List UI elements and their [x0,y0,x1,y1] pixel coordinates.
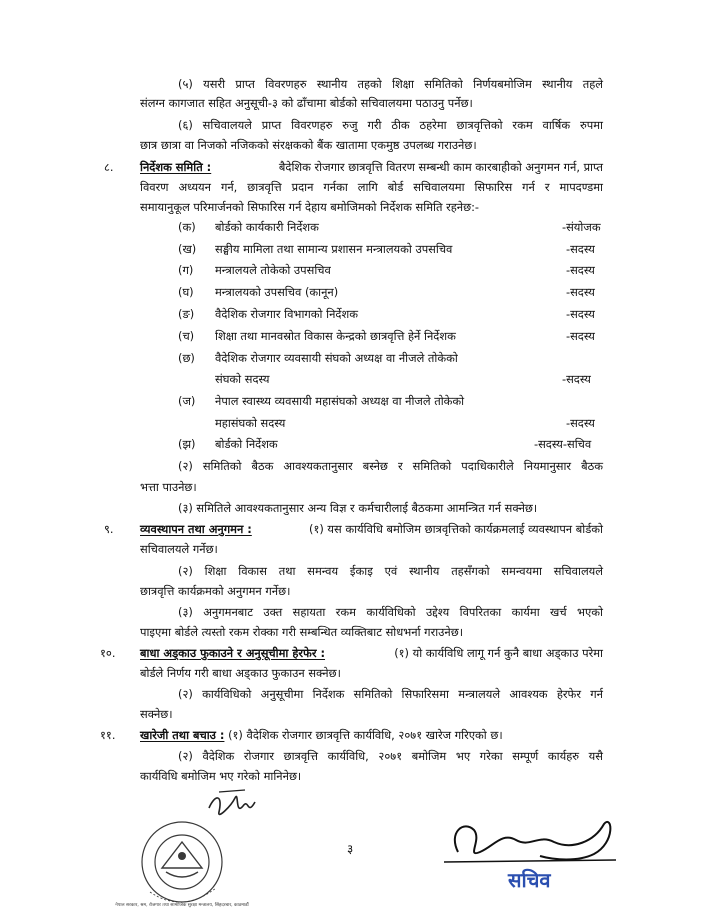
section-8-line1 [140,162,603,173]
member-role: -सदस्य [562,372,591,386]
member-name: शिक्षा तथा मानवस्रोत विकास केन्द्रको छात्रवृत्ति हेर्ने निर्देशक [215,329,456,343]
member-mark: (ग) [178,263,194,277]
member-name-cont: महासंघको सदस्य [215,416,286,430]
section-10-p1-text: (१) यो कार्यविधि लागू गर्न कुनै बाधा अड्काउ परेमा [394,646,603,660]
section-8-p2-line1: (२) समितिको बैठक आवश्यकतानुसार बस्नेछ र समितिको पदाधिकारीले नियमानुसार बैठक [178,459,603,473]
section-10-number: १०. [100,646,116,660]
section-9-p2-line2: छात्रवृत्ति कार्यक्रमको अनुगमन गर्नेछ। [140,584,291,598]
member-role: -सदस्य [566,285,595,299]
member-role: -संयोजक [562,220,601,234]
member-role: -सदस्य [566,307,595,321]
section-9-p3-line2: पाइएमा बोर्डले त्यस्तो रकम रोक्का गरी सम्बन्धित व्यक्तिबाट सोधभर्ना गराउनेछ। [140,625,464,639]
section-8-number: ८. [104,160,114,174]
section-10-p2-line2: सक्नेछ। [140,707,173,721]
section-11-heading: खारेजी तथा बचाउ : [140,728,225,742]
section-11-p1-text: (१) वैदेशिक रोजगार छात्रवृत्ति कार्यविधि, २०७१ खारेज गरिएको छ। [228,728,503,742]
member-role: -सदस्य [566,242,595,256]
member-name: बोर्डको कार्यकारी निर्देशक [215,220,319,234]
s7-p6-line2: छात्र छात्रा वा निजको नजिकको संरक्षकको बैंक खातामा एकमुष्ठ उपलब्ध गराउनेछ। [140,138,477,152]
member-mark: (छ) [178,351,195,365]
section-9-p3-line1: (३) अनुगमनबाट उक्त सहायता रकम कार्यविधिको उद्देश्य विपरितका कार्यमा खर्च भएको [178,605,603,619]
section-10-line1 [140,648,603,659]
member-role: -सदस्य-सचिव [534,437,592,451]
member-mark: (ज) [178,394,196,408]
section-8-line3: समायानुकूल परिमार्जनको सिफारिस गर्न देहाय बमोजिमको निर्देशक समिति रहनेछ:- [140,200,480,214]
s7-p5-line2: संलग्न कागजात सहित अनुसूची-३ को ढाँचामा बोर्डको सचिवालयमा पठाउनु पर्नेछ। [140,96,473,110]
section-9-number: ९. [104,522,114,536]
member-mark: (च) [178,329,195,343]
section-8-p2-line2: भत्ता पाउनेछ। [140,480,197,494]
member-name: सङ्घीय मामिला तथा सामान्य प्रशासन मन्त्रालयको उपसचिव [215,242,453,256]
section-9-heading: व्यवस्थापन तथा अनुगमन : [140,522,252,536]
section-8-heading: निर्देशक समिति : [140,160,212,174]
member-role: -सदस्य [566,263,595,277]
section-11-p2-line1: (२) वैदेशिक रोजगार छात्रवृत्ति कार्यविधि, २०७१ बमोजिम भए गरेका सम्पूर्ण कार्यहरु यसै [178,749,603,763]
member-role: -सदस्य [566,416,595,430]
member-role: -सदस्य [566,329,595,343]
member-name: मन्त्रालयको उपसचिव (कानून) [215,285,339,299]
section-11-p2-line2: कार्यविधि बमोजिम भए गरेको मानिनेछ। [140,769,302,783]
member-mark: (ख) [178,242,197,256]
government-seal [115,822,249,910]
s7-p6-line1: (६) सचिवालयले प्राप्त विवरणहरु रुजु गरी ठीक ठहरेमा छात्रवृत्तिको रकम वार्षिक रुपमा [178,118,603,132]
member-name: वैदेशिक रोजगार व्यवसायी संघको अध्यक्ष वा नीजले तोकेको [215,351,458,365]
secretary-signature [444,812,624,872]
section-10-p1-line2: बोर्डले निर्णय गरी बाधा अड्काउ फुकाउन सक्नेछ। [140,666,341,680]
member-name: बोर्डको निर्देशक [215,437,278,451]
s7-p5-line1: (५) यसरी प्राप्त विवरणहरु स्थानीय तहको शिक्षा समितिको निर्णयबमोजिम स्थानीय तहले [178,77,603,91]
section-8-line2: विवरण अध्ययन गर्न, छात्रवृत्ति प्रदान गर्नका लागि बोर्ड सचिवालयमा सिफारिस गर्न र मापदण्डमा [140,180,603,194]
section-8-p3: (३) समितिले आवश्यकतानुसार अन्य विज्ञ र कर्मचारीलाई बैठकमा आमन्त्रित गर्न सक्नेछ। [178,501,538,515]
member-name: मन्त्रालयले तोकेको उपसचिव [215,263,331,277]
section-10-p2-line1: (२) कार्यविधिको अनुसूचीमा निर्देशक समितिको सिफारिसमा मन्त्रालयले आवश्यक हेरफेर गर्न [178,687,603,701]
member-name: नेपाल स्वास्थ्य व्यवसायी महासंघको अध्यक्ष वा नीजले तोकेको [215,394,465,408]
section-10-heading: बाधा अड्काउ फुकाउने र अनुसूचीमा हेरफेर : [140,646,326,660]
section-9-p2-line1: (२) शिक्षा विकास तथा समन्वय ईकाइ एवं स्थानीय तहसँगको समन्वयमा सचिवालयले [178,564,603,578]
member-name-cont: संघको सदस्य [215,372,270,386]
member-mark: (ङ) [178,307,195,321]
section-9-line1 [140,524,603,535]
section-11-line1 [140,730,503,741]
initials-signature [205,786,265,826]
member-mark: (क) [178,220,196,234]
seal-text: नेपाल सरकार, श्रम, रोजगार तथा सामाजिक सुरक्षा मन्त्रालय, सिंहदरबार, काठमाडौं [115,903,249,908]
member-mark: (झ) [178,437,196,451]
member-name: वैदेशिक रोजगार विभागको निर्देशक [215,307,358,321]
member-mark: (घ) [178,285,194,299]
section-11-number: ११. [100,728,116,742]
secretary-stamp: सचिव [508,868,551,892]
section-9-p1-line2: सचिवालयले गर्नेछ। [140,542,218,556]
section-9-p1-text: (१) यस कार्यविधि बमोजिम छात्रवृत्तिको कार्यक्रमलाई व्यवस्थापन बोर्डको [309,522,603,536]
page-number: ३ [347,842,354,856]
section-8-line1-text: बैदेशिक रोजगार छात्रवृत्ति वितरण सम्बन्धी काम कारबाहीको अनुगमन गर्न, प्राप्त [278,160,603,174]
